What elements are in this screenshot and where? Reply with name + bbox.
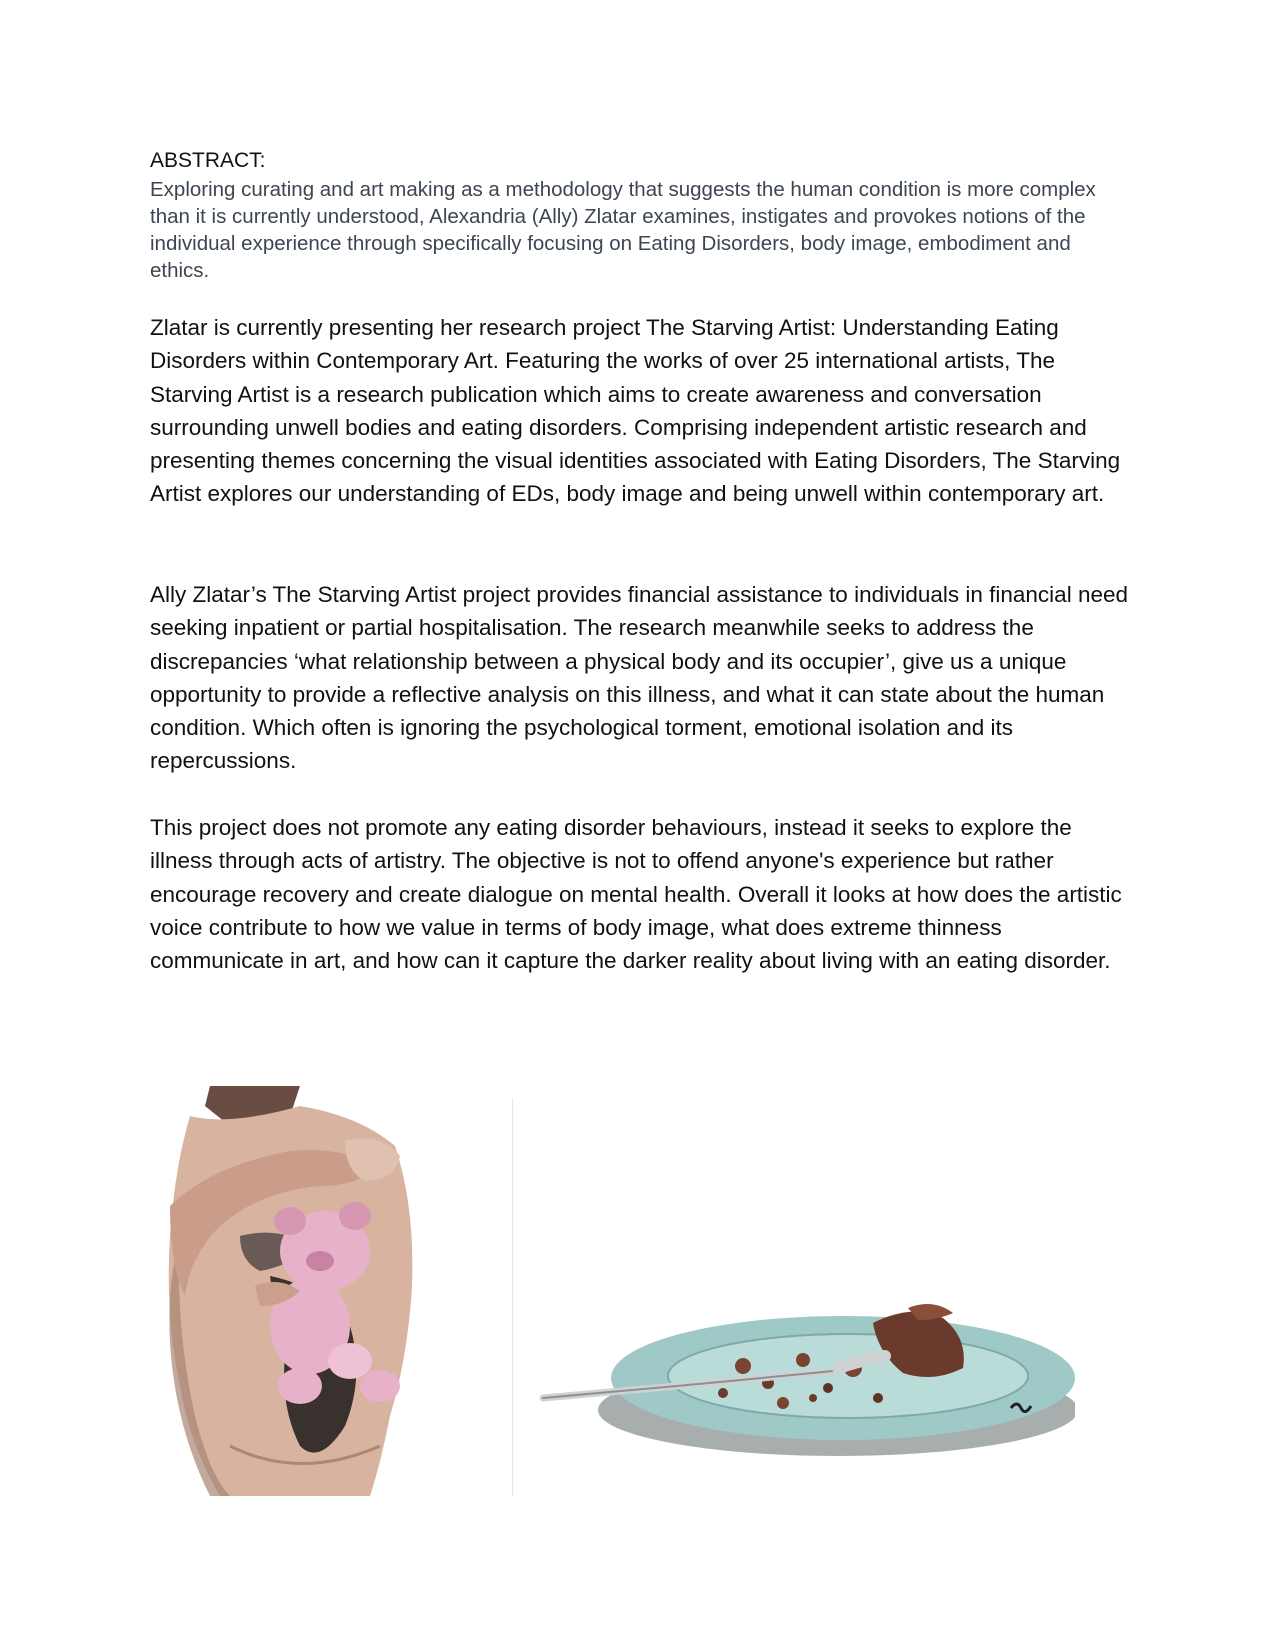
artwork-figure-with-teddy <box>150 1086 430 1496</box>
body-paragraph-1: Zlatar is currently presenting her research project The Starving Artist: Understanding Eating Disorders within Contemporary Art. Featuring the works of over 25 international artists, The Starving Artist is a research publication which aims to create awareness and conversation surrounding unwell bodies and eating disorders. Comprising independent artistic research and presenting themes concerning the visual identities associated with Eating Disorders, The Starving Artist explores our understanding of EDs, body image and being unwell within contemporary art. <box>150 315 1121 507</box>
abstract-text: Exploring curating and art making as a methodology that suggests the human condition is more complex than it is currently understood, Alexandria (Ally) Zlatar examines, instigates and provokes notions of the individual experience through specifically focusing on Eating Disorders, body image, embodiment and ethics. <box>150 178 1096 282</box>
body-paragraph-3: This project does not promote any eating disorder behaviours, instead it seeks to explore the illness through acts of artistry. The objective is not to offend anyone's experience but rather encourage recovery and create dialogue on mental health. Overall it looks at how does the artistic voice contribute to how we value in terms of body image, what does extreme thinness communicate in art, and how can it capture the darker reality about living with an eating disorder. <box>150 815 1122 974</box>
body-paragraph-2: Ally Zlatar’s The Starving Artist project provides financial assistance to individuals in financial need seeking inpatient or partial hospitalisation. The research meanwhile seeks to address the discrepancies ‘what relationship between a physical body and its occupier’, give us a unique opportunity to provide a reflective analysis on this illness, and what it can state about the human condition. Which often is ignoring the psychological torment, emotional isolation and its repercussions. <box>150 582 1129 774</box>
artwork-plate-with-cake <box>512 1098 1075 1496</box>
abstract-heading: ABSTRACT: <box>150 149 266 172</box>
plate-painting <box>513 1098 1075 1496</box>
teddy-figure-painting <box>150 1086 430 1496</box>
